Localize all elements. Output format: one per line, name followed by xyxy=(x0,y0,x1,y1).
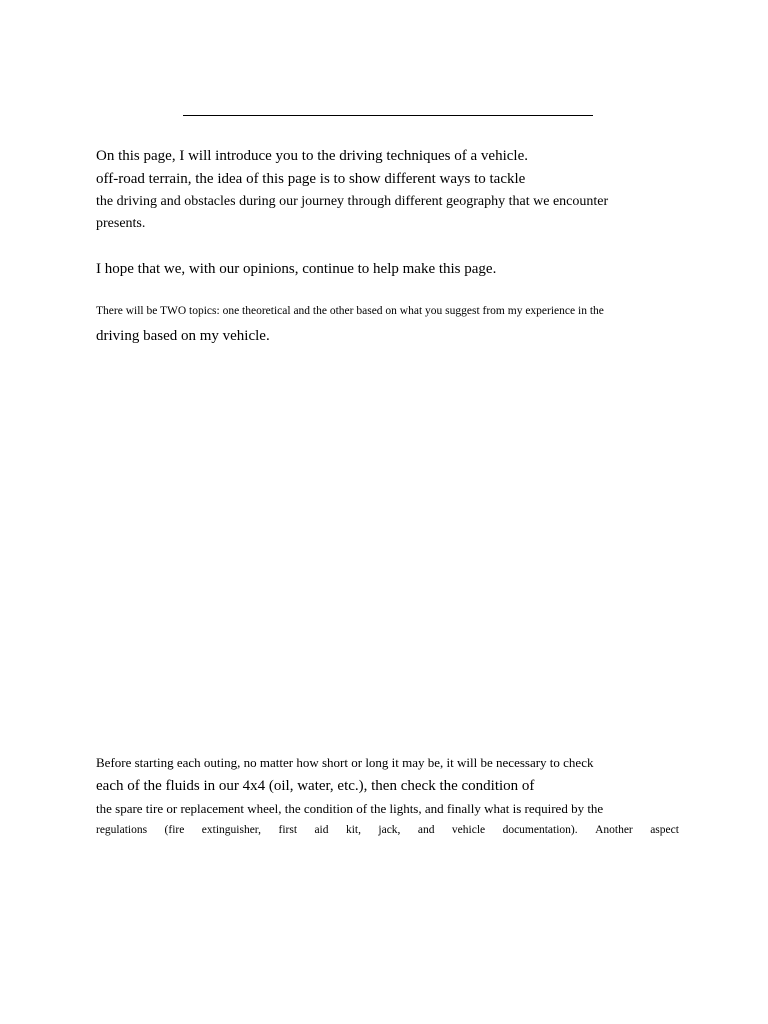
hope-paragraph: I hope that we, with our opinions, continue to help make this page. xyxy=(96,261,497,277)
checks-line-1: Before starting each outing, no matter how short or long it may be, it will be necessary to check xyxy=(96,755,594,770)
word: extinguisher, xyxy=(201,824,262,836)
checks-line-3: the spare tire or replacement wheel, the condition of the lights, and finally what is required by the xyxy=(96,801,604,816)
word: documentation). xyxy=(502,824,578,836)
word: Another xyxy=(595,824,633,836)
checks-line-4 xyxy=(96,825,679,837)
topics-line-1: There will be TWO topics: one theoretical and the other based on what you suggest from my experience in the xyxy=(96,305,604,317)
intro-line-4: presents. xyxy=(96,216,146,231)
checks-line-2: each of the fluids in our 4x4 (oil, water, etc.), then check the condition of xyxy=(96,778,535,794)
word: (fire xyxy=(164,824,185,836)
word: regulations xyxy=(96,824,148,836)
word: first xyxy=(278,824,298,836)
intro-line-2: off-road terrain, the idea of this page is to show different ways to tackle xyxy=(96,171,526,187)
word: and xyxy=(417,824,435,836)
word: aspect xyxy=(650,824,679,836)
intro-line-1: On this page, I will introduce you to the driving techniques of a vehicle. xyxy=(96,148,528,164)
intro-line-3: the driving and obstacles during our journey through different geography that we encounter xyxy=(96,194,609,209)
word: aid xyxy=(314,824,329,836)
horizontal-rule xyxy=(183,115,593,116)
topics-line-2: driving based on my vehicle. xyxy=(96,328,270,344)
word: kit, xyxy=(345,824,361,836)
word: jack, xyxy=(378,824,401,836)
word: vehicle xyxy=(451,824,486,836)
